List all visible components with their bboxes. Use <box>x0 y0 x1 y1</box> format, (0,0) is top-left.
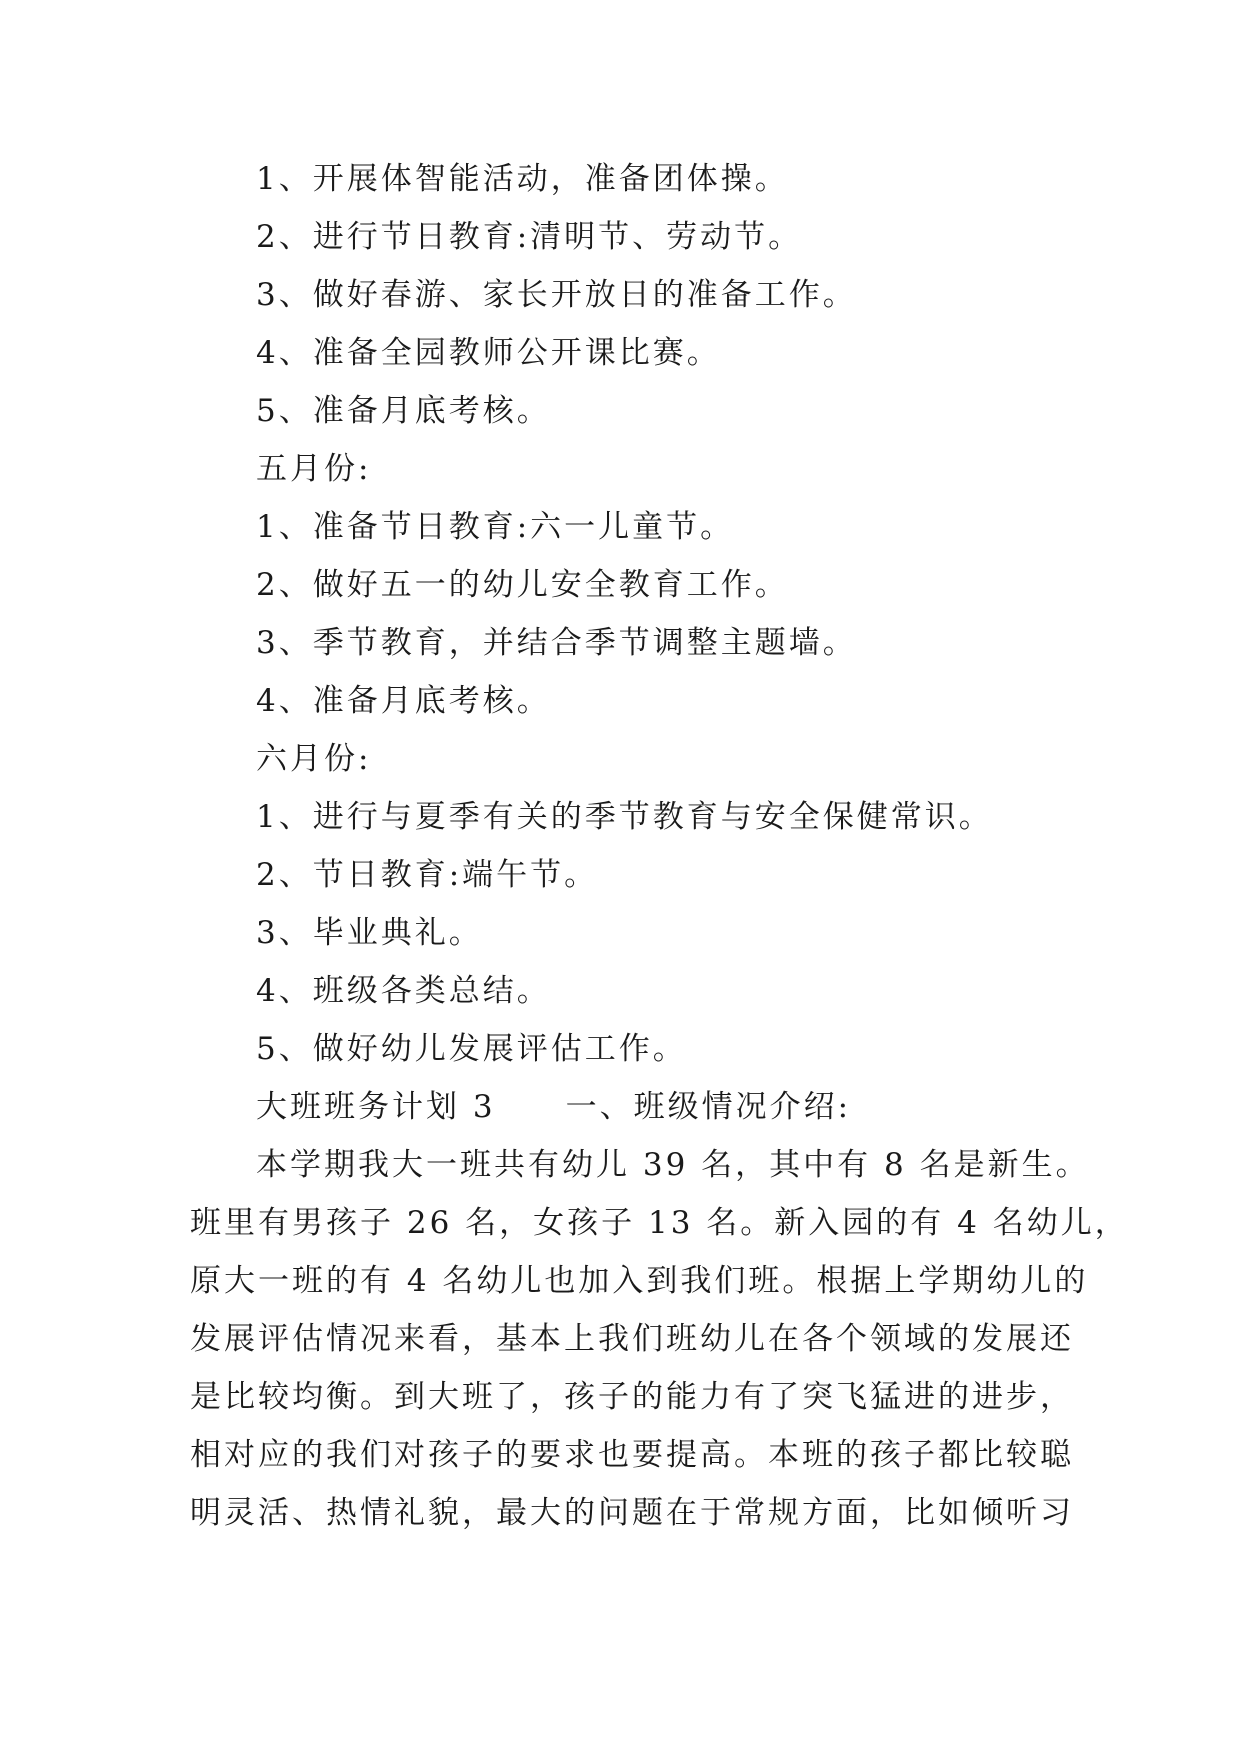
list-item: 5、准备月底考核。 <box>256 393 551 429</box>
list-item: 4、班级各类总结。 <box>256 973 551 1009</box>
list-item: 4、准备全园教师公开课比赛。 <box>256 335 721 371</box>
document-body <box>190 150 1129 1542</box>
list-item: 2、节日教育:端午节。 <box>256 857 599 893</box>
paragraph-line: 明灵活、热情礼貌，最大的问题在于常规方面，比如倾听习 <box>190 1495 1074 1531</box>
month-heading-june: 六月份: <box>256 741 372 777</box>
list-item: 1、准备节日教育:六一儿童节。 <box>256 509 735 545</box>
paragraph-line: 发展评估情况来看，基本上我们班幼儿在各个领域的发展还 <box>190 1321 1074 1357</box>
list-item: 1、进行与夏季有关的季节教育与安全保健常识。 <box>256 799 993 835</box>
list-item: 3、毕业典礼。 <box>256 915 483 951</box>
paragraph-line: 原大一班的有 4 名幼儿也加入到我们班。根据上学期幼儿的 <box>190 1263 1089 1299</box>
list-item: 2、进行节日教育:清明节、劳动节。 <box>256 219 803 255</box>
month-heading-may: 五月份: <box>256 451 372 487</box>
paragraph-line: 是比较均衡。到大班了，孩子的能力有了突飞猛进的进步， <box>190 1379 1074 1415</box>
list-item: 2、做好五一的幼儿安全教育工作。 <box>256 567 789 603</box>
paragraph-line: 班里有男孩子 26 名，女孩子 13 名。新入园的有 4 名幼儿， <box>190 1205 1129 1241</box>
section-title: 一、班级情况介绍: <box>565 1089 852 1125</box>
list-item: 5、做好幼儿发展评估工作。 <box>256 1031 687 1067</box>
plan-heading <box>190 1078 1070 1136</box>
list-item: 4、准备月底考核。 <box>256 683 551 719</box>
paragraph-line: 相对应的我们对孩子的要求也要提高。本班的孩子都比较聪 <box>190 1437 1074 1473</box>
paragraph-line: 本学期我大一班共有幼儿 39 名，其中有 8 名是新生。 <box>256 1147 1090 1183</box>
list-item: 3、季节教育，并结合季节调整主题墙。 <box>256 625 857 661</box>
plan-title: 大班班务计划 3 <box>256 1089 496 1125</box>
list-item: 3、做好春游、家长开放日的准备工作。 <box>256 277 857 313</box>
list-item: 1、开展体智能活动，准备团体操。 <box>256 161 789 197</box>
